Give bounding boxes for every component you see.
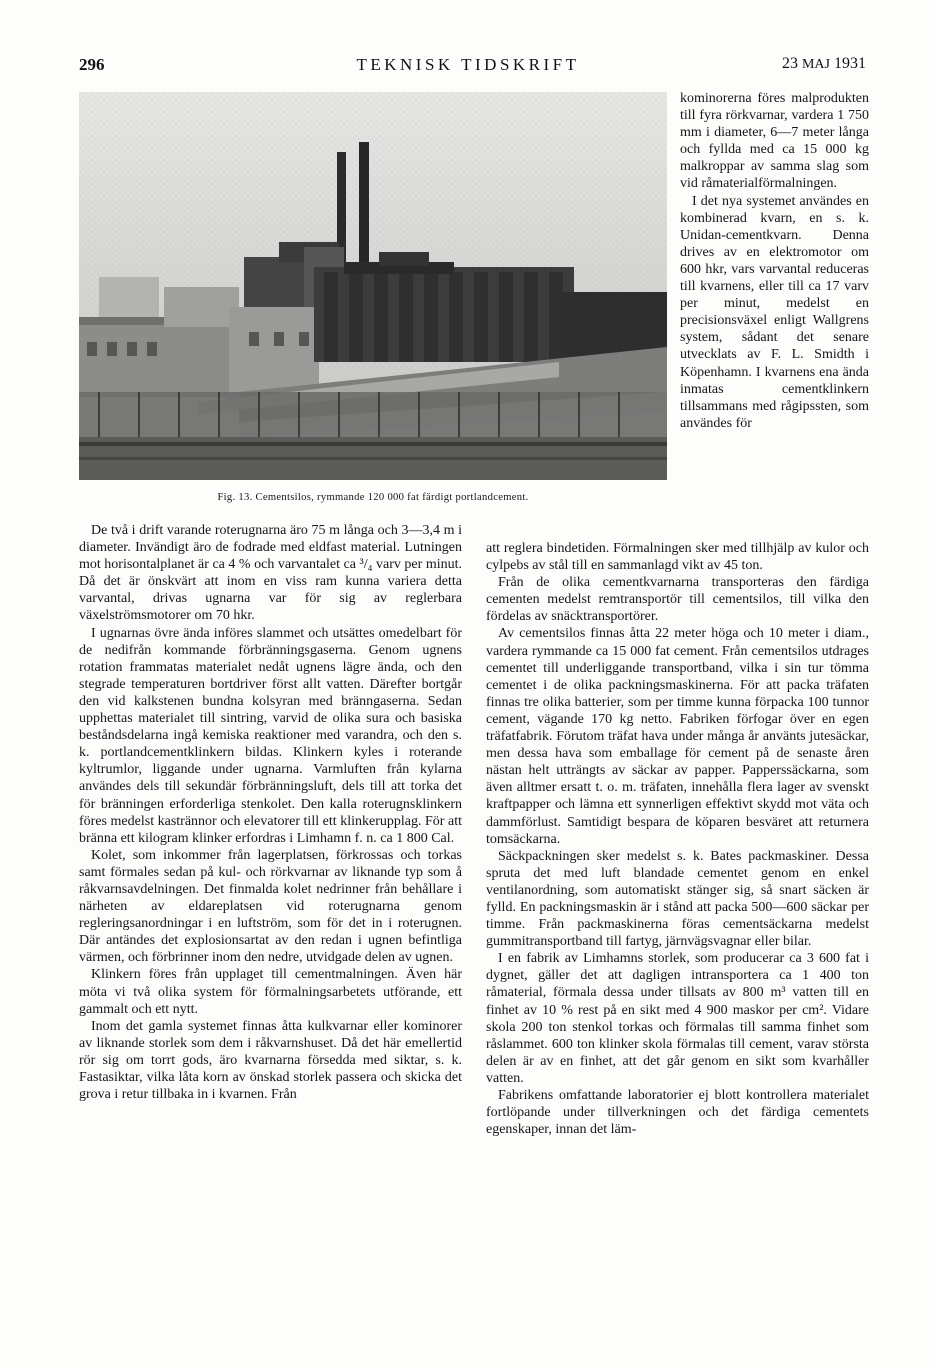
- paragraph: De två i drift varande roterugnarna äro 75 m långa och 3—3,4 m i diameter. Invändigt äro de fodrade med eldfast material. Lutningen mot horisontalplanet är ca 4 % och varvantalet ca ³/₄ varv per minut. Då det är önskvärt att inom en viss ram kunna variera detta varvantal, drivas ugnarna var för sig av reglerbara växelströmsmotorer om 70 hkr.: [79, 523, 462, 624]
- paragraph: att reglera bindetiden. Förmalningen sker med tillhjälp av kulor och cylpebs av stål till en sammanlagd vikt av 45 ton.: [486, 541, 869, 574]
- page-number: 296: [79, 55, 105, 74]
- right-narrow-column: [680, 90, 869, 432]
- paragraph: Kolet, som inkommer från lagerplatsen, förkrossas och torkas samt förmales sedan på kul- och rörkvarnar av liknande typ som å råkvarnsavdelningen. Det finmalda kolet nedrinner från behållare i närheten av eldareplatsen vid roterugnarna genom regleringsanordningar i en luftström, som för det in i roterugnen. Där antändes det explosionsartat av den redan i ugnen befintliga värmen, och förbrinner inom den nedre, utvidgade delen av ugnen.: [79, 847, 462, 966]
- paragraph: Säckpackningen sker medelst s. k. Bates packmaskiner. Dessa spruta det med luft blandade cementet genom en enkel ventilanordning, som automatiskt stänger sig, så snart säcken är fylld. En packningsmaskin är i stånd att packa 500—600 säckar per timme. Från packmaskinerna föras cementsäckarna medelst gummitransportband till fartyg, järnvägsvagnar eller bilar.: [486, 848, 869, 950]
- right-column: [486, 540, 869, 1138]
- paragraph: I ugnarnas övre ända införes slammet och utsättes omedelbart för de nedifrån kommande förbränningsgaserna. Genom ugnens rotation frammatas materialet nedåt ugnens lägre ända, och den stegrade temperaturen bortdriver först allt vatten. Därefter bortgår den vid kalkstenen bundna kolsyran med bränngaserna. Sedan upphettas materialet till sintring, varvid de olika sura och basiska beståndsdelarna ingå kemiska reaktioner med varandra, och den s. k. portlandcementklinkern bildas. Klinkern kyles i roterande kyltrumlor, liggande under ugnarna. Varmluften från kylarna användes dels till sekundär förbränningsluft, dels till att torka det för bränningen erforderliga stenkolet. Den kalla roterugnsklinkern föres medelst kastrännor och elevatorer till ett klinkerupplag. För att bränna ett kilogram klinker erfordras i Limhamn f. n. ca 1 800 Cal.: [79, 625, 462, 846]
- paragraph: I en fabrik av Limhamns storlek, som producerar ca 3 600 fat i dygnet, gäller det att dagligen intransportera ca 1 400 ton råmaterial, förmala dessa under tillsats av 800 m³ vatten till en finhet av 10 % rest på en sikt med 4 900 maskor per cm². Vidare skola 200 ton stenkol torkas och förmalas till samma finhet som råslammet. 600 ton klinker skola förmalas till cement, varav största delen är av en finhet, att det går genom en sikt som kvarhåller vatten.: [486, 951, 869, 1086]
- issue-date-month: MAJ: [801, 57, 830, 72]
- paragraph: Klinkern föres från upplaget till cementmalningen. Även här möta vi två olika system för förmalningsarbetets utförande, ett gammalt och ett nytt.: [79, 967, 462, 1017]
- figure-caption: Fig. 13. Cementsilos, rymmande 120 000 fat färdigt portlandcement.: [217, 492, 529, 503]
- paragraph: Fabrikens omfattande laboratorier ej blott kontrollera materialet fortlöpande under tillverkningen och det färdiga cementets egenskaper, innan det läm-: [486, 1088, 869, 1138]
- journal-title: TEKNISK TIDSKRIFT: [356, 55, 580, 74]
- issue-date-day: 23: [781, 55, 798, 72]
- paragraph: I det nya systemet användes en kombinerad kvarn, en s. k. Unidan-cementkvarn. Denna drives av en elektromotor om 600 hkr, vars varvantal reduceras till kvarnens, eller till ca 17 varv per minut, medelst en precisionsväxel enligt Wallgrens system, sådant det senare utvecklats av F. L. Smidth i Köpenhamn. I kvarnens ena ända inmatas cementklinkern tillsammans med rågipssten, som användes för: [680, 193, 869, 431]
- left-column: [79, 522, 462, 1103]
- issue-date: [782, 55, 866, 73]
- paragraph: Av cementsilos finnas åtta 22 meter höga och 10 meter i diam., vardera rymmande ca 15 000 fat cement. Från cementsilos utdrages cementet till underliggande transportband, vilka i sin tur tömma cementet i de olika packningsmaskinerna. För att packa träfaten finnas tre olika batterier, som per timme kunna förpacka 100 tunnor cement, vägande 170 kg netto. Fabriken förfogar över en egen träfatfabrik. Förutom träfat hava under många år använts jutesäckar, men dessa hava som emballage för cement på de senaste åren nästan helt utträngts av säckar av papper. Papperssäckarna, som även alltmer ersatt t. o. m. träfaten, innehålla flera lager av svenskt kraftpapper och lämna ett synnerligen effektivt skydd mot väta och dammförlust. Samtidigt bespara de köparen besväret att returnera tomsäckarna.: [486, 626, 869, 847]
- issue-date-year: 1931: [834, 55, 866, 72]
- paragraph: Inom det gamla systemet finnas åtta kulkvarnar eller kominorer av liknande storlek som dem i råkvarnshuset. Då det här emellertid rör sig om torrt gods, äro kvarnarna försedda med siktar, s. k. Fastasiktar, vilka låta korn av önskad storlek passera och skicka det grova i retur tillbaka in i kvarnen. Från: [79, 1018, 462, 1103]
- paragraph: Från de olika cementkvarnarna transporteras den färdiga cementen medelst remtransportör till cementsilos, till vilka den fördelas av snäcktransportörer.: [486, 575, 869, 625]
- paragraph: kominorerna föres malprodukten till fyra rörkvarnar, vardera 1 750 mm i diameter, 6—7 meter långa och fyllda med ca 15 000 kg malkroppar av samma slag som vid råmaterialförmalningen.: [680, 91, 869, 192]
- cement-silos-photo: [79, 92, 667, 480]
